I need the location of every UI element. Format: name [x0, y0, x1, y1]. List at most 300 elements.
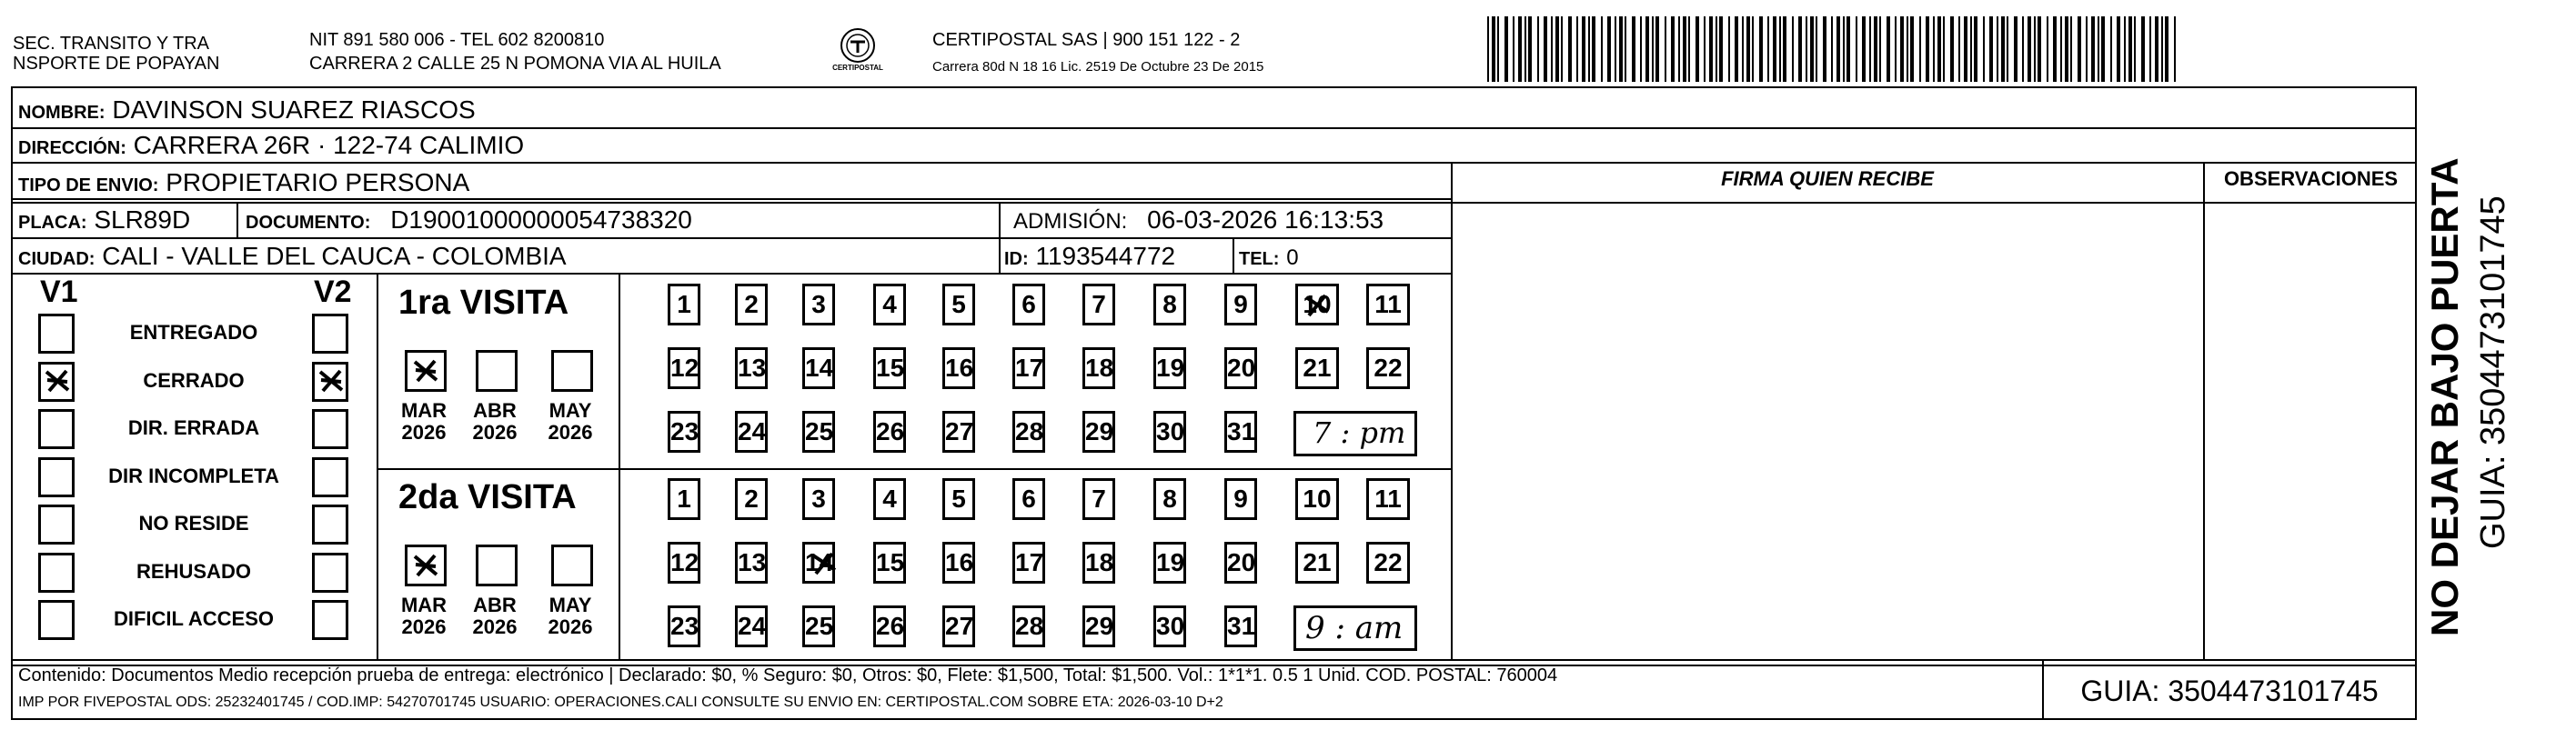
day-number: 15	[876, 548, 905, 576]
barcode-bar	[1926, 16, 1929, 82]
barcode-bar	[1742, 16, 1744, 82]
barcode-bar	[2001, 16, 2005, 82]
barcode	[1487, 16, 2183, 82]
company-name: CERTIPOSTAL SAS | 900 151 122 - 2	[932, 30, 1241, 50]
day-number: 4	[882, 290, 897, 318]
day-box[interactable]	[873, 542, 906, 584]
day-box[interactable]	[1082, 478, 1115, 520]
day-number: 3	[811, 290, 826, 318]
barcode-bar	[1964, 16, 1967, 82]
tel-value: 0	[1286, 245, 1299, 270]
issuer-name-line1: SEC. TRANSITO Y TRA	[13, 34, 209, 54]
barcode-bar	[1719, 16, 1723, 82]
day-box[interactable]	[1295, 284, 1339, 325]
footer-contenido: Contenido: Documentos Medio recepción prueba de entrega: electrónico | Declarado: $0, % Seguro: $0, Otros: $0, Flete: $1,500, Total: $1,500. Vol.: 1*1*1. 0.5 1 Unid. COD. POSTAL: 760004	[18, 665, 1558, 685]
month-label: ABR	[473, 399, 517, 422]
day-number: 6	[1021, 290, 1036, 318]
month-checkbox[interactable]	[551, 545, 593, 586]
day-number: 5	[951, 290, 966, 318]
day-number: 7	[1092, 485, 1106, 513]
direccion-field	[18, 130, 524, 164]
barcode-bar	[1836, 16, 1840, 82]
barcode-bar	[2165, 16, 2168, 82]
tipo-envio-label: TIPO DE ENVIO:	[18, 175, 159, 195]
day-number: 15	[876, 354, 905, 382]
day-box[interactable]	[735, 411, 768, 453]
barcode-bar	[1874, 16, 1877, 82]
day-box[interactable]	[1295, 347, 1339, 389]
firma-header: FIRMA QUIEN RECIBE	[1721, 167, 1934, 190]
day-box[interactable]	[1224, 347, 1257, 389]
barcode-bar	[2028, 16, 2031, 82]
documento-field	[246, 205, 692, 238]
barcode-bar	[2060, 16, 2062, 82]
day-number: 11	[1374, 290, 1402, 318]
day-box[interactable]	[668, 542, 700, 584]
direccion-value: CARRERA 26R · 122-74 CALIMIO	[133, 131, 525, 159]
barcode-bar	[1696, 16, 1699, 82]
barcode-bar	[1504, 16, 1508, 82]
barcode-bar	[1879, 16, 1881, 82]
month-label: MAY	[548, 594, 592, 616]
barcode-bar	[1688, 16, 1690, 82]
barcode-bar	[2155, 16, 2158, 82]
day-number: 25	[805, 612, 834, 640]
day-box[interactable]	[1295, 478, 1339, 520]
day-number: 4	[882, 485, 897, 513]
v1-checkbox[interactable]	[38, 600, 75, 640]
day-number: 30	[1156, 417, 1185, 445]
barcode-bar	[1933, 16, 1935, 82]
barcode-bar	[1910, 16, 1914, 82]
day-number: 3	[811, 485, 826, 513]
certipostal-logo	[822, 24, 893, 78]
day-number: 6	[1021, 485, 1036, 513]
barcode-bar	[1831, 16, 1833, 82]
barcode-bar	[1779, 16, 1781, 82]
day-box[interactable]	[802, 347, 835, 389]
month-label: ABR	[473, 594, 517, 616]
side-guia: GUIA: 3504473101745	[2474, 195, 2512, 549]
barcode-bar	[1524, 16, 1526, 82]
direccion-label: DIRECCIÓN:	[18, 138, 126, 158]
observaciones-area[interactable]	[2206, 204, 2415, 657]
barcode-bar	[1746, 16, 1750, 82]
barcode-bar	[1619, 16, 1623, 82]
day-number: 26	[876, 612, 905, 640]
month-label: MAR	[400, 594, 448, 616]
barcode-bar	[1950, 16, 1954, 82]
barcode-bar	[1887, 16, 1890, 82]
day-box[interactable]	[942, 411, 975, 453]
status-label: DIR. ERRADA	[127, 416, 260, 439]
day-number: 23	[670, 417, 699, 445]
ciudad-value: CALI - VALLE DEL CAUCA - COLOMBIA	[102, 242, 567, 270]
day-box[interactable]	[873, 347, 906, 389]
day-number: 11	[1374, 485, 1402, 513]
day-box[interactable]	[802, 284, 835, 325]
barcode-bar	[2134, 16, 2136, 82]
barcode-bar	[1895, 16, 1897, 82]
barcode-bar	[2053, 16, 2057, 82]
day-number: 5	[951, 485, 966, 513]
day-box[interactable]	[735, 605, 768, 647]
day-box[interactable]	[873, 411, 906, 453]
month-label: MAR	[400, 399, 448, 422]
day-number: 7	[1092, 290, 1106, 318]
day-number: 10	[1303, 485, 1332, 513]
day-number: 28	[1015, 612, 1044, 640]
barcode-bar	[1592, 16, 1595, 82]
day-box[interactable]	[668, 478, 700, 520]
day-number: 27	[945, 417, 974, 445]
barcode-bar	[2091, 16, 2095, 82]
month-checkbox[interactable]	[476, 350, 518, 392]
firma-area[interactable]	[1454, 204, 2201, 657]
day-box[interactable]	[1153, 347, 1186, 389]
barcode-bar	[2098, 16, 2099, 82]
day-number: 24	[738, 612, 767, 640]
v1-checkbox[interactable]	[38, 314, 75, 354]
v2-checkbox[interactable]	[312, 314, 348, 354]
v1-header: V1	[40, 275, 78, 309]
documento-label: DOCUMENTO:	[246, 213, 371, 233]
barcode-bar	[1846, 16, 1850, 82]
barcode-bar	[1907, 16, 1908, 82]
day-box[interactable]	[1366, 478, 1410, 520]
barcode-bar	[1716, 16, 1717, 82]
barcode-bar	[2070, 16, 2072, 82]
day-number: 21	[1303, 548, 1332, 576]
barcode-bar	[1561, 16, 1563, 82]
day-number: 31	[1227, 612, 1256, 640]
month-checkbox[interactable]	[551, 350, 593, 392]
issuer-name-line2: NSPORTE DE POPAYAN	[13, 54, 220, 74]
day-number: 31	[1227, 417, 1256, 445]
barcode-bar	[1919, 16, 1921, 82]
month-checkbox[interactable]	[405, 350, 447, 392]
barcode-bar	[1798, 16, 1802, 82]
day-number: 28	[1015, 417, 1044, 445]
barcode-bar	[1640, 16, 1642, 82]
day-box[interactable]	[735, 284, 768, 325]
day-number: 9	[1233, 485, 1248, 513]
barcode-bar	[1783, 16, 1786, 82]
barcode-bar	[1767, 16, 1769, 82]
day-box[interactable]	[668, 411, 700, 453]
barcode-bar	[1555, 16, 1559, 82]
day-number: 12	[670, 354, 699, 382]
day-box[interactable]	[1224, 284, 1257, 325]
day-number: 16	[945, 548, 974, 576]
barcode-bar	[1683, 16, 1686, 82]
barcode-bar	[1582, 16, 1585, 82]
barcode-bar	[2065, 16, 2068, 82]
day-box[interactable]	[1082, 347, 1115, 389]
day-number: 8	[1162, 485, 1177, 513]
barcode-bar	[1678, 16, 1680, 82]
year-label: 2026	[548, 421, 593, 444]
day-number: 22	[1374, 548, 1403, 576]
year-label: 2026	[472, 615, 518, 638]
barcode-bar	[2078, 16, 2081, 82]
barcode-bar	[1537, 16, 1539, 82]
barcode-bar	[2174, 16, 2176, 82]
day-box[interactable]	[1366, 542, 1410, 584]
barcode-bar	[1816, 16, 1817, 82]
barcode-bar	[1576, 16, 1578, 82]
v1-checkbox[interactable]	[38, 457, 75, 497]
barcode-bar	[1652, 16, 1654, 82]
day-box[interactable]	[735, 542, 768, 584]
visit2-time-box[interactable]	[1293, 605, 1417, 651]
day-number: 17	[1015, 548, 1044, 576]
v2-checkbox[interactable]	[312, 409, 348, 449]
barcode-bar	[1759, 16, 1763, 82]
day-number: 13	[738, 548, 767, 576]
v2-checkbox[interactable]	[312, 362, 348, 402]
day-box[interactable]	[942, 347, 975, 389]
day-number: 9	[1233, 290, 1248, 318]
day-box[interactable]	[1295, 542, 1339, 584]
day-box[interactable]	[735, 347, 768, 389]
day-box[interactable]	[1224, 542, 1257, 584]
day-number: 26	[876, 417, 905, 445]
barcode-bar	[2086, 16, 2088, 82]
barcode-bar	[1773, 16, 1776, 82]
tel-field	[1239, 241, 1299, 275]
day-box[interactable]	[668, 605, 700, 647]
barcode-bar	[1704, 16, 1706, 82]
barcode-bar	[1513, 16, 1514, 82]
id-value: 1193544772	[1035, 242, 1176, 270]
ciudad-label: CIUDAD:	[18, 249, 96, 269]
tipo-envio-field	[18, 167, 469, 201]
day-box[interactable]	[1082, 411, 1115, 453]
barcode-bar	[2124, 16, 2126, 82]
v2-header: V2	[314, 275, 352, 309]
year-label: 2026	[401, 615, 447, 638]
barcode-bar	[1568, 16, 1572, 82]
day-number: 14	[805, 354, 834, 382]
barcode-bar	[1728, 16, 1730, 82]
day-box[interactable]	[1153, 284, 1186, 325]
day-box[interactable]	[1082, 284, 1115, 325]
logo-text: CERTIPOSTAL	[832, 64, 883, 72]
barcode-bar	[1856, 16, 1857, 82]
barcode-bar	[2128, 16, 2132, 82]
day-number: 16	[945, 354, 974, 382]
v2-checkbox[interactable]	[312, 553, 348, 593]
barcode-bar	[1862, 16, 1866, 82]
documento-value: D19001000000054738320	[390, 205, 692, 234]
day-box[interactable]	[942, 478, 975, 520]
day-box[interactable]	[1153, 478, 1186, 520]
visit1-title: 1ra VISITA	[398, 284, 569, 322]
day-box[interactable]	[1082, 605, 1115, 647]
barcode-bar	[1943, 16, 1945, 82]
visit1-time-handwritten: 7 : pm	[1313, 415, 1406, 450]
day-number: 10	[1303, 290, 1332, 318]
status-label: CERRADO	[143, 368, 245, 392]
barcode-bar	[1518, 16, 1522, 82]
day-box[interactable]	[1082, 542, 1115, 584]
day-box[interactable]	[802, 542, 835, 584]
day-box[interactable]	[1153, 411, 1186, 453]
day-box[interactable]	[735, 478, 768, 520]
barcode-bar	[1497, 16, 1499, 82]
day-box[interactable]	[1224, 605, 1257, 647]
nombre-field	[18, 95, 476, 128]
barcode-bar	[1607, 16, 1611, 82]
barcode-bar	[1588, 16, 1590, 82]
barcode-bar	[1665, 16, 1666, 82]
day-box[interactable]	[1012, 478, 1045, 520]
day-box[interactable]	[1224, 411, 1257, 453]
month-checkbox[interactable]	[405, 545, 447, 586]
day-box[interactable]	[1224, 478, 1257, 520]
barcode-bar	[1974, 16, 1977, 82]
barcode-bar	[1792, 16, 1794, 82]
status-label: DIR INCOMPLETA	[108, 464, 279, 487]
barcode-bar	[1492, 16, 1495, 82]
day-number: 19	[1156, 354, 1185, 382]
day-box[interactable]	[802, 478, 835, 520]
day-number: 29	[1085, 417, 1114, 445]
status-label: ENTREGADO	[129, 321, 258, 344]
day-box[interactable]	[1012, 605, 1045, 647]
id-label: ID:	[1004, 249, 1029, 269]
barcode-bar	[1632, 16, 1635, 82]
admision-value: 06-03-2026 16:13:53	[1147, 205, 1384, 234]
day-box[interactable]	[1012, 542, 1045, 584]
barcode-bar	[1997, 16, 1998, 82]
ciudad-field	[18, 241, 567, 275]
year-label: 2026	[472, 421, 518, 444]
barcode-bar	[1983, 16, 1985, 82]
barcode-bar	[1958, 16, 1960, 82]
day-number: 18	[1085, 354, 1114, 382]
day-box[interactable]	[942, 605, 975, 647]
day-number: 17	[1015, 354, 1044, 382]
day-box[interactable]	[668, 347, 700, 389]
barcode-bar	[2022, 16, 2024, 82]
day-number: 8	[1162, 290, 1177, 318]
barcode-bar	[1544, 16, 1547, 82]
v2-checkbox[interactable]	[312, 457, 348, 497]
barcode-bar	[2117, 16, 2120, 82]
day-box[interactable]	[873, 605, 906, 647]
v2-checkbox[interactable]	[312, 505, 348, 545]
day-box[interactable]	[1153, 605, 1186, 647]
day-box[interactable]	[1012, 411, 1045, 453]
day-box[interactable]	[802, 605, 835, 647]
no-dejar-bajo-puerta: NO DEJAR BAJO PUERTA	[2423, 157, 2466, 636]
day-box[interactable]	[1153, 542, 1186, 584]
day-box[interactable]	[1366, 347, 1410, 389]
day-number: 24	[738, 417, 767, 445]
footer-guia: GUIA: 3504473101745	[2080, 675, 2379, 707]
month-checkbox[interactable]	[476, 545, 518, 586]
v1-checkbox[interactable]	[38, 553, 75, 593]
day-number: 20	[1227, 354, 1256, 382]
v2-checkbox[interactable]	[312, 600, 348, 640]
nombre-value: DAVINSON SUAREZ RIASCOS	[112, 95, 476, 124]
barcode-bar	[1823, 16, 1826, 82]
barcode-bar	[2014, 16, 2018, 82]
day-number: 25	[805, 417, 834, 445]
day-box[interactable]	[1012, 284, 1045, 325]
barcode-bar	[1806, 16, 1807, 82]
month-label: MAY	[548, 399, 592, 422]
day-box[interactable]	[942, 542, 975, 584]
day-box[interactable]	[1366, 284, 1410, 325]
barcode-bar	[1752, 16, 1754, 82]
visit1-time-box[interactable]	[1293, 411, 1417, 456]
admision-field	[1013, 205, 1384, 237]
barcode-bar	[1937, 16, 1941, 82]
day-box[interactable]	[942, 284, 975, 325]
issuer-nit: NIT 891 580 006 - TEL 602 8200810	[309, 30, 605, 50]
year-label: 2026	[401, 421, 447, 444]
day-box[interactable]	[802, 411, 835, 453]
status-label: DIFICIL ACCESO	[113, 607, 274, 630]
barcode-bar	[1487, 16, 1489, 82]
status-label: NO RESIDE	[138, 512, 249, 535]
status-label: REHUSADO	[136, 559, 251, 583]
day-box[interactable]	[1012, 347, 1045, 389]
barcode-bar	[1655, 16, 1659, 82]
visit2-title: 2da VISITA	[398, 478, 577, 516]
v1-checkbox[interactable]	[38, 362, 75, 402]
barcode-bar	[1615, 16, 1616, 82]
day-box[interactable]	[873, 478, 906, 520]
barcode-bar	[2047, 16, 2048, 82]
barcode-bar	[1671, 16, 1675, 82]
barcode-bar	[1970, 16, 1972, 82]
day-number: 29	[1085, 612, 1114, 640]
barcode-bar	[1601, 16, 1603, 82]
day-number: 1	[677, 290, 691, 318]
barcode-bar	[1900, 16, 1904, 82]
tipo-envio-value: PROPIETARIO PERSONA	[166, 168, 470, 196]
day-number: 2	[744, 290, 759, 318]
barcode-bar	[1810, 16, 1814, 82]
footer-imp: IMP POR FIVEPOSTAL ODS: 25232401745 / COD.IMP: 54270701745 USUARIO: OPERACIONES.CALI CONSULTE SU ENVIO EN: CERTIPOSTAL.COM SOBRE ETA: 2026-03-10 D+2	[18, 695, 1223, 710]
barcode-bar	[2161, 16, 2163, 82]
v1-checkbox[interactable]	[38, 505, 75, 545]
barcode-bar	[2101, 16, 2105, 82]
v1-checkbox[interactable]	[38, 409, 75, 449]
barcode-bar	[2141, 16, 2145, 82]
barcode-bar	[2149, 16, 2151, 82]
day-number: 19	[1156, 548, 1185, 576]
day-box[interactable]	[668, 284, 700, 325]
day-number: 20	[1227, 548, 1256, 576]
barcode-bar	[1551, 16, 1553, 82]
visit2-time-handwritten: 9 : am	[1305, 610, 1404, 646]
tel-label: TEL:	[1239, 249, 1280, 269]
day-number: 22	[1374, 354, 1403, 382]
day-number: 23	[670, 612, 699, 640]
barcode-bar	[1869, 16, 1871, 82]
day-box[interactable]	[873, 284, 906, 325]
admision-label: ADMISIÓN:	[1013, 209, 1128, 234]
placa-field	[18, 205, 190, 238]
nombre-label: NOMBRE:	[18, 103, 106, 123]
day-number: 13	[738, 354, 767, 382]
barcode-bar	[1709, 16, 1713, 82]
